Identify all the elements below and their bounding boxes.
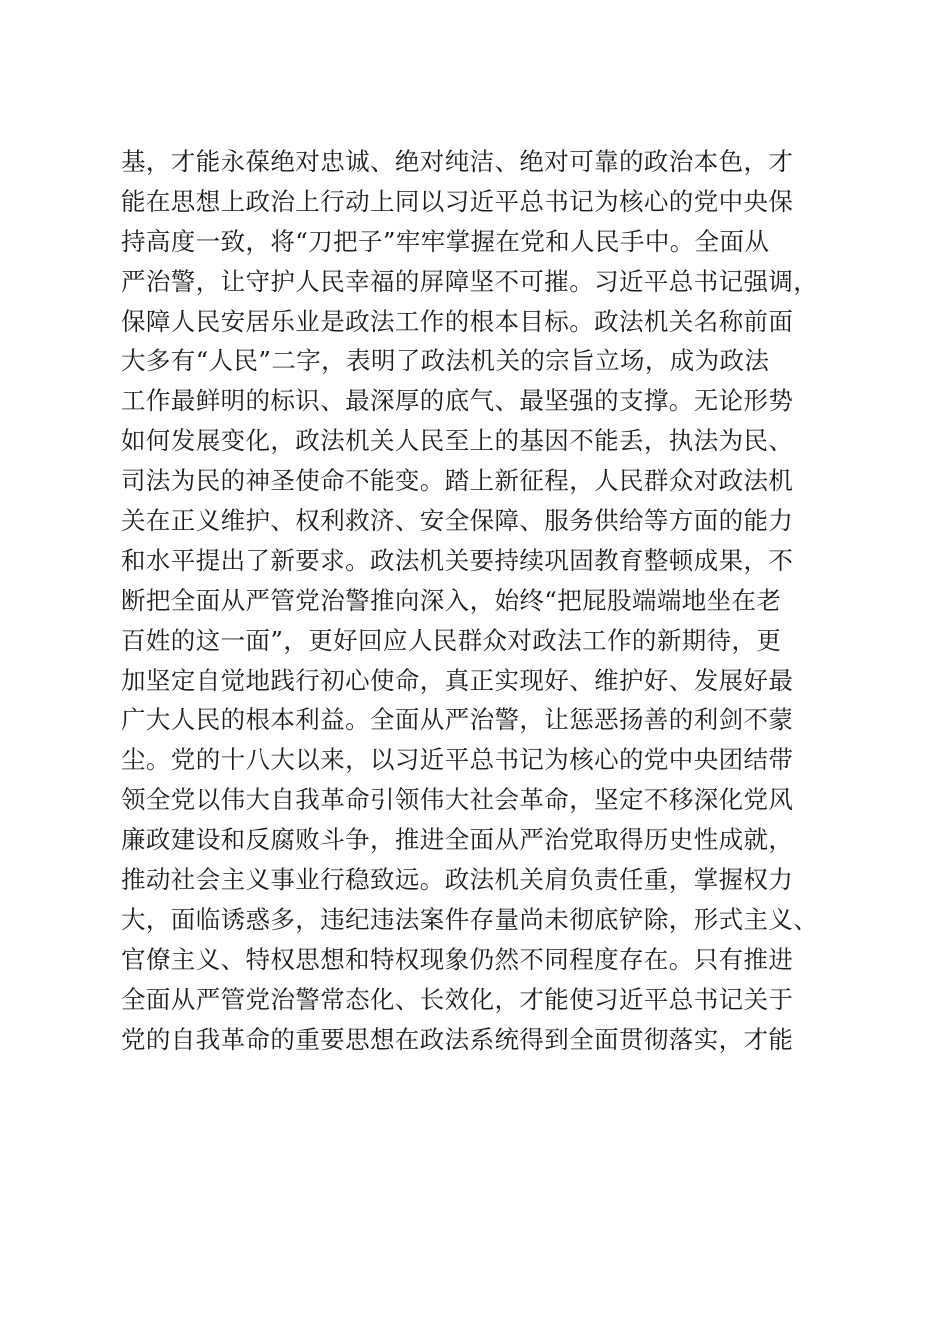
text-line: 推动社会主义事业行稳致远。政法机关肩负责任重，掌握权力 <box>121 865 794 895</box>
text-line: 官僚主义、特权思想和特权现象仍然不同程度存在。只有推进 <box>121 944 794 974</box>
text-line: 广大人民的根本利益。全面从严治警，让惩恶扬善的利剑不蒙 <box>121 705 794 735</box>
text-line: 司法为民的神圣使命不能变。踏上新征程，人民群众对政法机 <box>121 466 794 496</box>
text-line: 领全党以伟大自我革命引领伟大社会革命，坚定不移深化党风 <box>121 785 794 815</box>
text-line: 持高度一致，将“刀把子”牢牢掌握在党和人民手中。全面从 <box>121 226 770 256</box>
text-line: 关在正义维护、权利救济、安全保障、服务供给等方面的能力 <box>121 506 794 536</box>
text-line: 工作最鲜明的标识、最深厚的底气、最坚强的支撑。无论形势 <box>121 386 794 416</box>
text-line: 和水平提出了新要求。政法机关要持续巩固教育整顿成果，不 <box>121 545 794 575</box>
text-line: 廉政建设和反腐败斗争，推进全面从严治党取得历史性成就， <box>121 825 794 855</box>
text-line: 大多有“人民”二字，表明了政法机关的宗旨立场，成为政法 <box>121 346 770 376</box>
text-line: 能在思想上政治上行动上同以习近平总书记为核心的党中央保 <box>121 186 794 216</box>
text-line: 严治警，让守护人民幸福的屏障坚不可摧。习近平总书记强调， <box>121 266 819 296</box>
text-line: 断把全面从严管党治警推向深入，始终“把屁股端端地坐在老 <box>121 585 782 615</box>
text-line: 尘。党的十八大以来，以习近平总书记为核心的党中央团结带 <box>121 745 794 775</box>
text-line: 百姓的这一面”，更好回应人民群众对政法工作的新期待，更 <box>121 625 782 655</box>
text-line: 基，才能永葆绝对忠诚、绝对纯洁、绝对可靠的政治本色，才 <box>121 147 794 176</box>
body-text <box>121 142 841 1059</box>
text-line: 大，面临诱惑多，违纪违法案件存量尚未彻底铲除，形式主义、 <box>121 904 819 934</box>
text-line: 如何发展变化，政法机关人民至上的基因不能丢，执法为民、 <box>121 426 794 456</box>
text-line: 全面从严管党治警常态化、长效化，才能使习近平总书记关于 <box>121 984 794 1014</box>
text-line: 党的自我革命的重要思想在政法系统得到全面贯彻落实，才能 <box>121 1024 794 1054</box>
text-line: 保障人民安居乐业是政法工作的根本目标。政法机关名称前面 <box>121 306 794 336</box>
text-line: 加坚定自觉地践行初心使命，真正实现好、维护好、发展好最 <box>121 665 794 695</box>
